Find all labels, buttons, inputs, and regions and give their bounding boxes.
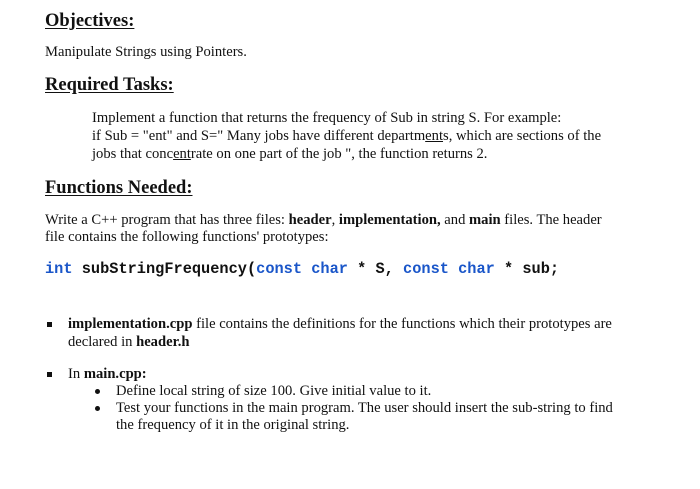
square-bullet-icon bbox=[47, 322, 52, 327]
bullet-2-main-file: main.cpp: bbox=[83, 366, 147, 382]
code-function-name: subStringFrequency( bbox=[72, 260, 257, 278]
round-bullet-icon bbox=[95, 406, 100, 411]
function-prototype-code bbox=[45, 260, 559, 278]
functions-needed-heading: Functions Needed: bbox=[45, 178, 193, 198]
sub-bullet-1: Define local string of size 100. Give initial value to it. bbox=[116, 383, 432, 399]
task-line-3-part-b: rate on one part of the job ", the function returns 2. bbox=[190, 146, 488, 162]
required-tasks-heading: Required Tasks: bbox=[45, 75, 174, 95]
code-param-s: * S, bbox=[347, 260, 404, 278]
code-param-sub: * sub; bbox=[494, 260, 560, 278]
code-keyword-const-2: const bbox=[403, 260, 449, 278]
functions-line-1 bbox=[45, 212, 602, 229]
task-line-3-underlined: ent bbox=[173, 146, 191, 162]
round-bullet-icon bbox=[95, 389, 100, 394]
sub-bullet-2-line-1: Test your functions in the main program. The user should insert the sub-string to find bbox=[116, 400, 613, 416]
task-line-1: Implement a function that returns the frequency of Sub in string S. For example: bbox=[92, 110, 562, 126]
functions-line-1-part-g: files. The header bbox=[500, 212, 602, 228]
code-keyword-int: int bbox=[45, 260, 73, 278]
bullet-1-line-2 bbox=[68, 334, 189, 351]
code-space-2 bbox=[449, 260, 458, 278]
task-line-2 bbox=[92, 128, 601, 145]
functions-implementation-word: implementation, bbox=[338, 212, 441, 228]
functions-line-1-part-c: , bbox=[331, 212, 339, 228]
task-line-2-underlined: ent bbox=[425, 128, 444, 144]
bullet-1-rest: file contains the definitions for the functions which their prototypes are bbox=[192, 316, 612, 332]
square-bullet-icon bbox=[47, 372, 52, 377]
task-line-2-part-b: s, which are sections of the bbox=[443, 128, 602, 144]
sub-bullet-2-line-2: the frequency of it in the original string. bbox=[116, 417, 350, 433]
functions-line-2: file contains the following functions' prototypes: bbox=[45, 229, 329, 245]
functions-line-1-part-e: and bbox=[440, 212, 470, 228]
bullet-1-header-file: header.h bbox=[136, 334, 190, 350]
functions-header-word: header bbox=[288, 212, 332, 228]
objectives-heading: Objectives: bbox=[45, 11, 135, 31]
code-space-1 bbox=[302, 260, 311, 278]
objectives-text: Manipulate Strings using Pointers. bbox=[45, 44, 247, 60]
task-line-3 bbox=[92, 146, 487, 163]
bullet-2-part-a: In bbox=[68, 366, 84, 382]
bullet-2-line bbox=[68, 366, 147, 383]
functions-main-word: main bbox=[469, 212, 501, 228]
bullet-1-filename: implementation.cpp bbox=[68, 316, 193, 332]
code-keyword-char-2: char bbox=[458, 260, 495, 278]
code-keyword-char-1: char bbox=[311, 260, 348, 278]
bullet-1-line-2-part-a: declared in bbox=[68, 334, 137, 350]
code-keyword-const-1: const bbox=[256, 260, 303, 278]
bullet-1-line-1 bbox=[68, 316, 612, 333]
task-line-2-part-a: if Sub = "ent" and S=" Many jobs have different departm bbox=[92, 128, 426, 144]
task-line-3-part-a: jobs that conc bbox=[92, 146, 174, 162]
functions-line-1-part-a: Write a C++ program that has three files: bbox=[45, 212, 289, 228]
